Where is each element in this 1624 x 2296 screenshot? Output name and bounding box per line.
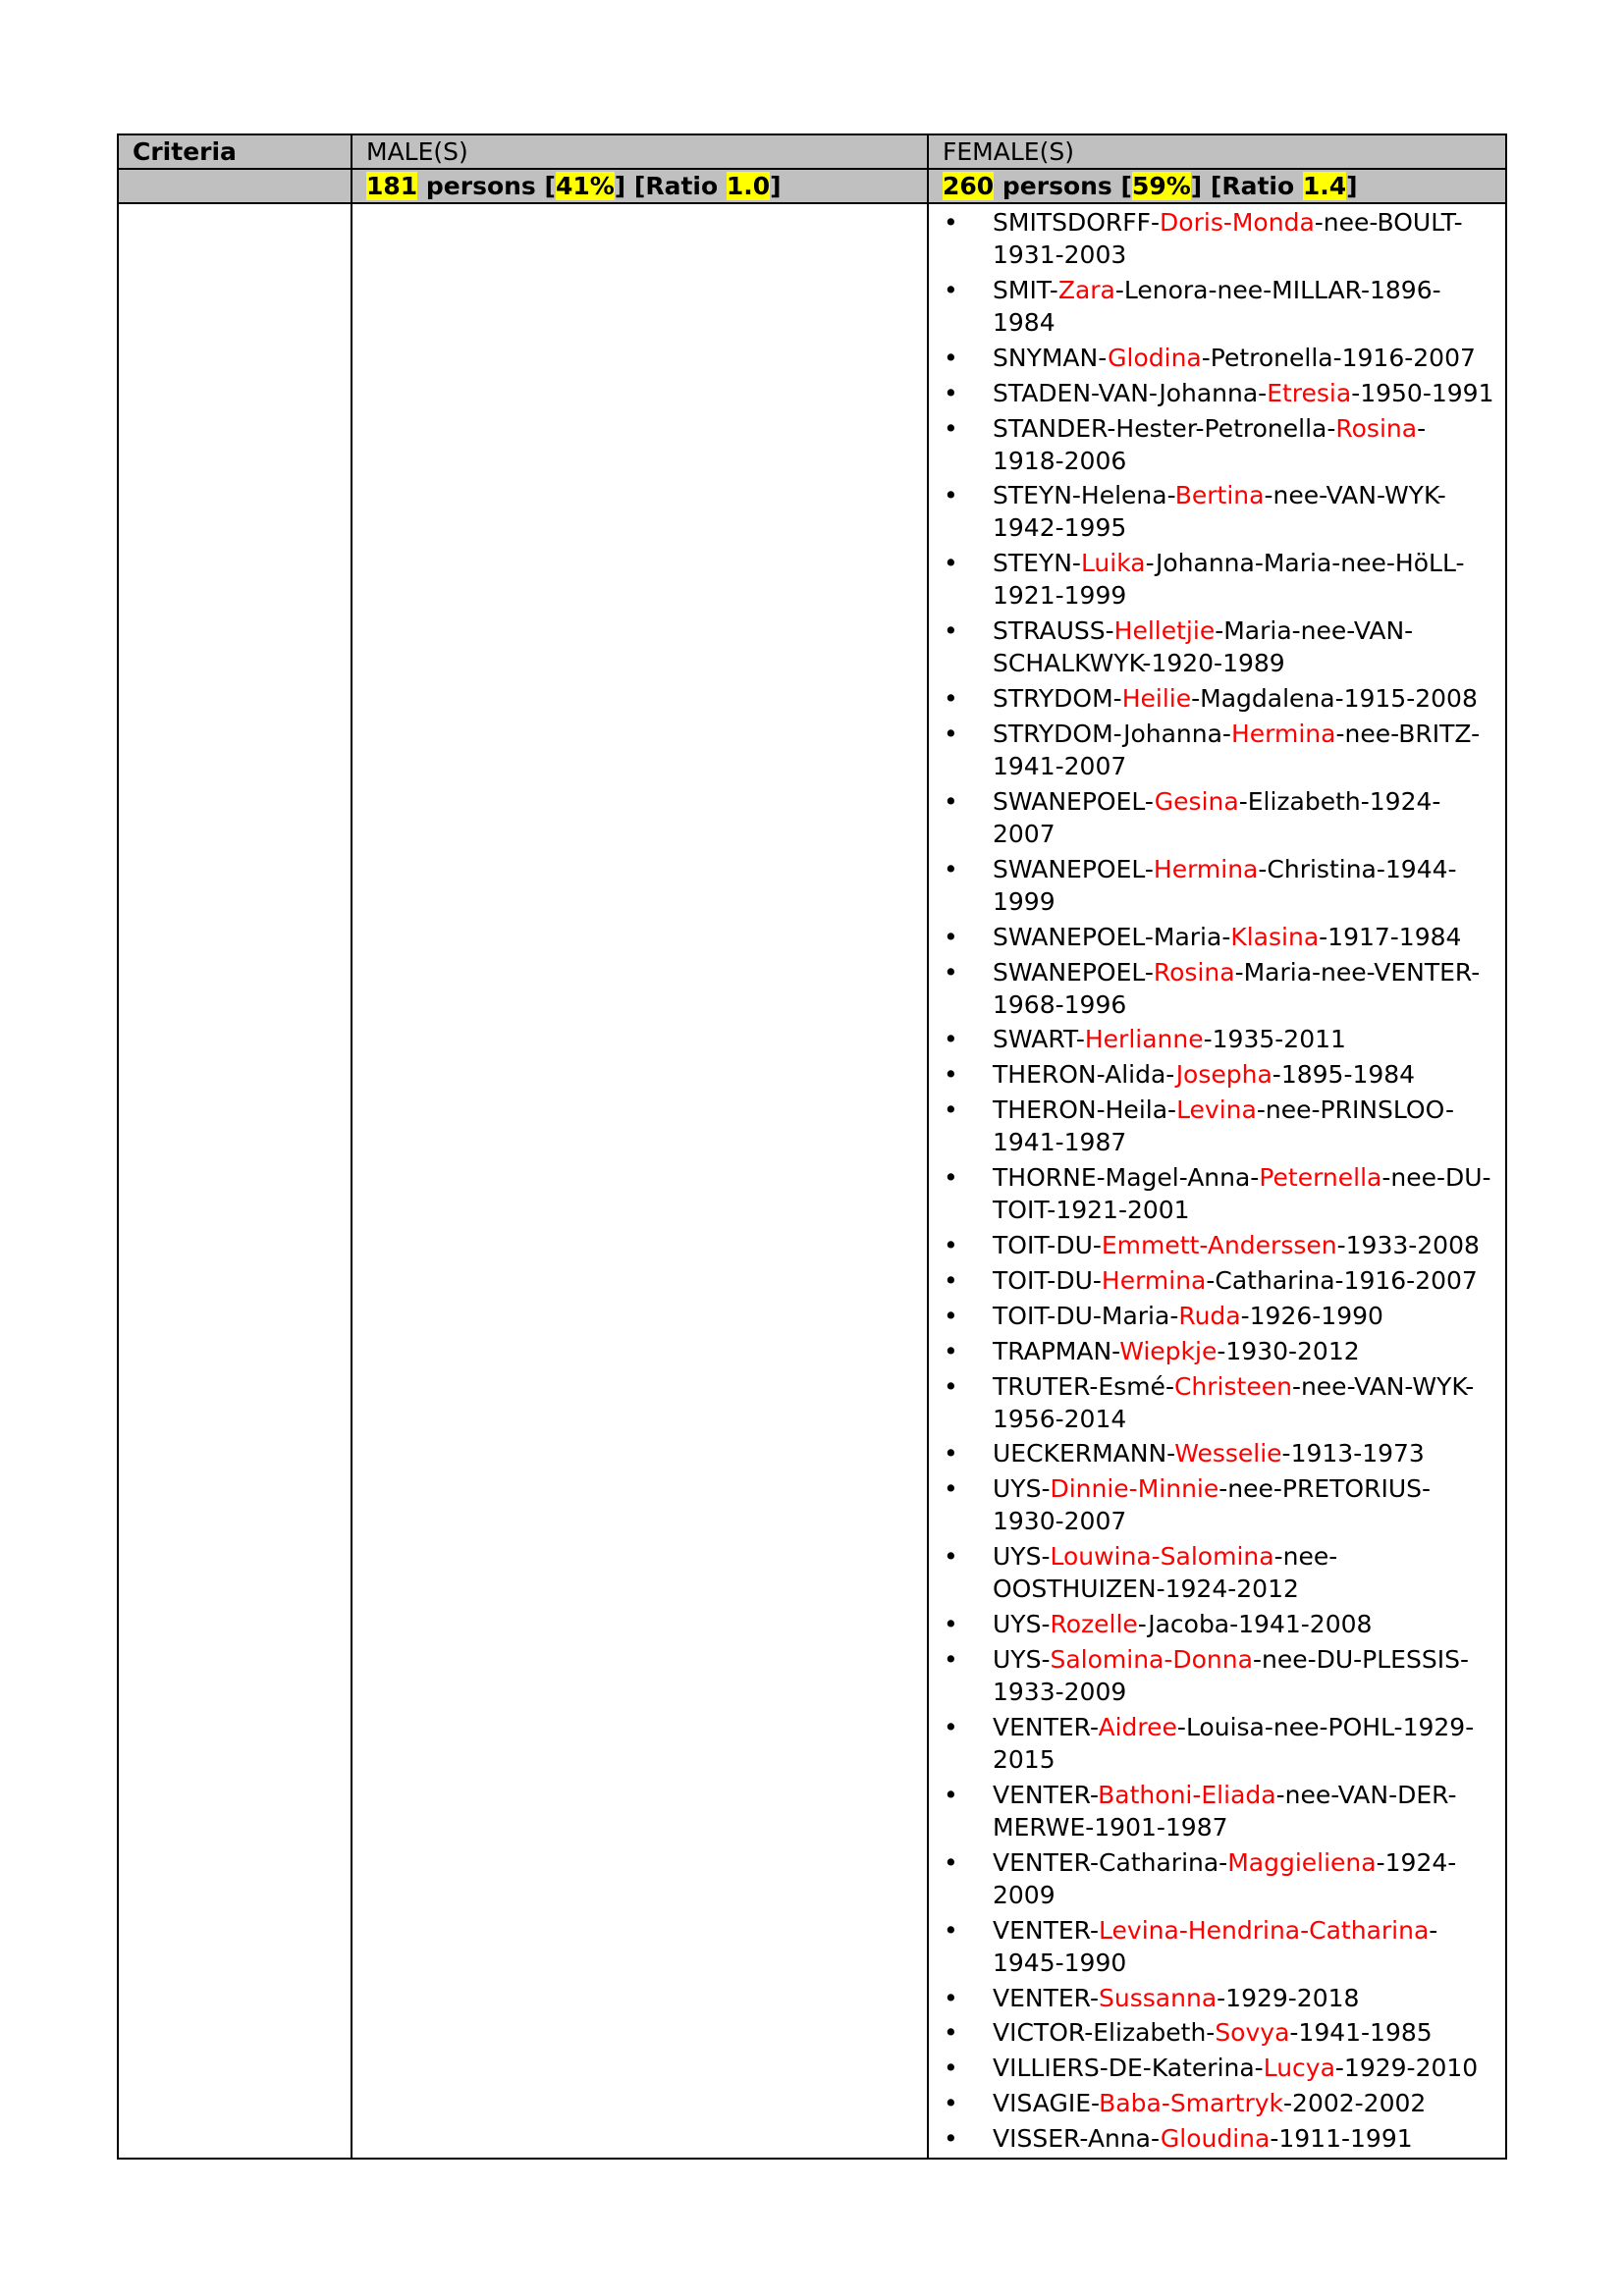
list-item [942, 1161, 1495, 1226]
given-name-highlight: Bertina [1174, 481, 1265, 510]
name-part: TOIT-DU-Maria- [993, 1301, 1179, 1330]
female-list-cell [928, 203, 1506, 2159]
name-part: -1918-2006 [993, 413, 1427, 475]
given-name-highlight: Salomina-Donna [1050, 1645, 1253, 1675]
given-name-highlight: Dinnie-Minnie [1050, 1474, 1219, 1504]
female-stats-end: ] [1346, 172, 1358, 200]
male-stats-end: ] [770, 172, 782, 200]
given-name-highlight: Zara [1057, 275, 1115, 304]
given-name-highlight: Levina [1176, 1095, 1257, 1125]
name-part: SWART- [993, 1025, 1085, 1054]
list-item [942, 1264, 1495, 1297]
list-item [942, 1914, 1495, 1979]
stats-row [118, 169, 1506, 203]
bullet-icon: • [944, 275, 958, 304]
name-part: -nee-BOULT-1931-2003 [993, 208, 1463, 269]
given-name-highlight: Peternella [1259, 1163, 1382, 1193]
given-name-highlight: Sussanna [1099, 1983, 1218, 2012]
list-item [942, 1023, 1495, 1055]
bullet-icon: • [944, 1301, 958, 1330]
list-item [942, 377, 1495, 409]
given-name-highlight: Louwina-Salomina [1050, 1542, 1274, 1572]
list-item [942, 956, 1495, 1021]
bullet-icon: • [944, 2089, 958, 2118]
name-part: -1941-1985 [1289, 2018, 1433, 2048]
bullet-icon: • [944, 1060, 958, 1090]
name-part: TOIT-DU- [993, 1231, 1102, 1260]
bullet-icon: • [944, 413, 958, 443]
criteria-header: Criteria [118, 134, 352, 169]
list-item [942, 342, 1495, 374]
name-part: -1911-1991 [1270, 2124, 1413, 2154]
name-part: -1930-2012 [1217, 1336, 1360, 1365]
list-item [942, 1094, 1495, 1158]
bullet-icon: • [944, 549, 958, 578]
bullet-icon: • [944, 1983, 958, 2012]
name-part: -nee-VAN-WYK-1956-2014 [993, 1371, 1475, 1433]
name-part: -1895-1984 [1272, 1060, 1416, 1090]
name-part: UECKERMANN- [993, 1439, 1175, 1468]
list-item [942, 853, 1495, 918]
name-part: -Petronella-1916-2007 [1201, 343, 1476, 372]
criteria-stats-cell [118, 169, 352, 203]
bullet-icon: • [944, 616, 958, 646]
given-name-highlight: Rosina [1153, 957, 1235, 987]
bullet-icon: • [944, 1712, 958, 1741]
name-part: -Christina-1944-1999 [993, 854, 1457, 916]
given-name-highlight: Klasina [1230, 922, 1320, 951]
name-part: SMITSDORFF- [993, 208, 1161, 237]
name-part: SWANEPOEL- [993, 854, 1154, 883]
female-percent: 59% [1131, 172, 1191, 200]
name-part: -Maria-nee-VENTER-1968-1996 [993, 957, 1481, 1019]
name-part: VICTOR-Elizabeth- [993, 2018, 1216, 2048]
bullet-icon: • [944, 1163, 958, 1193]
given-name-highlight: Luika [1080, 549, 1146, 578]
bullet-icon: • [944, 2124, 958, 2154]
bullet-icon: • [944, 1025, 958, 1054]
given-name-highlight: Levina-Hendrina-Catharina [1099, 1915, 1430, 1945]
given-name-highlight: Emmett-Anderssen [1101, 1231, 1337, 1260]
bullet-icon: • [944, 786, 958, 816]
name-part: VISAGIE- [993, 2089, 1100, 2118]
female-ratio-label: ] [Ratio [1190, 172, 1303, 200]
list-item [942, 718, 1495, 782]
name-part: STANDER-Hester-Petronella- [993, 413, 1336, 443]
name-part: -nee-OOSTHUIZEN-1924-2012 [993, 1542, 1338, 1604]
bullet-icon: • [944, 1371, 958, 1401]
female-stats [928, 169, 1506, 203]
list-item [942, 1229, 1495, 1261]
name-part: THORNE-Magel-Anna- [993, 1163, 1260, 1193]
name-part: -1935-2011 [1203, 1025, 1346, 1054]
body-row [118, 203, 1506, 2159]
given-name-highlight: Doris-Monda [1160, 208, 1315, 237]
list-item [942, 547, 1495, 612]
given-name-highlight: Rozelle [1050, 1610, 1138, 1639]
list-item [942, 2122, 1495, 2155]
given-name-highlight: Gesina [1154, 786, 1239, 816]
given-name-highlight: Ruda [1178, 1301, 1241, 1330]
list-item [942, 785, 1495, 850]
given-name-highlight: Aidree [1098, 1712, 1177, 1741]
name-part: STRAUSS- [993, 616, 1114, 646]
male-count-suffix: persons [ [417, 172, 556, 200]
list-item [942, 1335, 1495, 1367]
list-item [942, 614, 1495, 679]
list-item [942, 412, 1495, 477]
name-part: -nee-VAN-WYK-1942-1995 [993, 481, 1446, 543]
name-part: SWANEPOEL- [993, 957, 1154, 987]
list-item [942, 2016, 1495, 2049]
name-part: -2002-2002 [1283, 2089, 1427, 2118]
name-part: -nee-PRINSLOO-1941-1987 [993, 1095, 1454, 1157]
name-part: UYS- [993, 1645, 1051, 1675]
female-count-suffix: persons [ [994, 172, 1132, 200]
criteria-body-cell [118, 203, 352, 2159]
name-part: -Lenora-nee-MILLAR-1896-1984 [993, 275, 1441, 337]
name-part: TOIT-DU- [993, 1265, 1102, 1295]
bullet-icon: • [944, 1542, 958, 1572]
name-part: STRYDOM- [993, 684, 1122, 714]
bullet-icon: • [944, 720, 958, 749]
list-item [942, 1711, 1495, 1776]
name-part: -1933-2008 [1336, 1231, 1480, 1260]
given-name-highlight: Josepha [1175, 1060, 1272, 1090]
name-part: VENTER- [993, 1712, 1099, 1741]
name-part: -Magdalena-1915-2008 [1191, 684, 1478, 714]
list-item [942, 206, 1495, 271]
name-part: -1924-2009 [993, 1847, 1457, 1909]
bullet-icon: • [944, 378, 958, 407]
name-part: THERON-Heila- [993, 1095, 1177, 1125]
bullet-icon: • [944, 1336, 958, 1365]
name-part: VENTER- [993, 1983, 1100, 2012]
male-ratio: 1.0 [726, 172, 771, 200]
bullet-icon: • [944, 1095, 958, 1125]
name-part: -1929-2018 [1217, 1983, 1360, 2012]
name-part: -Maria-nee-VAN-SCHALKWYK-1920-1989 [993, 616, 1414, 678]
bullet-icon: • [944, 1915, 958, 1945]
given-name-highlight: Hermina [1153, 854, 1259, 883]
list-item [942, 1300, 1495, 1332]
given-name-highlight: Sovya [1215, 2018, 1290, 2048]
name-part: STADEN-VAN-Johanna- [993, 378, 1268, 407]
bullet-icon: • [944, 1645, 958, 1675]
given-name-highlight: Hermina [1101, 1265, 1207, 1295]
name-part: -nee-BRITZ-1941-2007 [993, 720, 1481, 781]
name-part: -nee-VAN-DER-MERWE-1901-1987 [993, 1780, 1457, 1842]
list-item [942, 1437, 1495, 1469]
list-item [942, 1370, 1495, 1435]
male-percent: 41% [555, 172, 615, 200]
female-person-list [929, 204, 1505, 2155]
bullet-icon: • [944, 2018, 958, 2048]
name-part: TRUTER-Esmé- [993, 1371, 1174, 1401]
given-name-highlight: Hermina [1230, 720, 1336, 749]
name-part: -1950-1991 [1351, 378, 1494, 407]
name-part: SMIT- [993, 275, 1058, 304]
list-item [942, 1846, 1495, 1911]
list-item [942, 1982, 1495, 2014]
given-name-highlight: Baba-Smartryk [1099, 2089, 1284, 2118]
female-ratio: 1.4 [1302, 172, 1347, 200]
bullet-icon: • [944, 922, 958, 951]
name-part: -nee-DU-PLESSIS-1933-2009 [993, 1645, 1469, 1707]
male-stats [352, 169, 928, 203]
bullet-icon: • [944, 1231, 958, 1260]
male-header: MALE(S) [352, 134, 928, 169]
list-item [942, 1058, 1495, 1091]
bullet-icon: • [944, 343, 958, 372]
persons-table [117, 133, 1507, 2160]
name-part: -1917-1984 [1319, 922, 1462, 951]
name-part: VENTER-Catharina- [993, 1847, 1228, 1877]
name-part: -Louisa-nee-POHL-1929-2015 [993, 1712, 1475, 1774]
list-item [942, 1608, 1495, 1640]
name-part: VENTER- [993, 1780, 1099, 1809]
given-name-highlight: Lucya [1263, 2054, 1335, 2083]
name-part: -Johanna-Maria-nee-HöLL-1921-1999 [993, 549, 1465, 611]
list-item [942, 1779, 1495, 1843]
given-name-highlight: Wiepkje [1119, 1336, 1218, 1365]
list-item [942, 1643, 1495, 1708]
bullet-icon: • [944, 1847, 958, 1877]
given-name-highlight: Helletjie [1113, 616, 1216, 646]
name-part: SWANEPOEL-Maria- [993, 922, 1231, 951]
name-part: -1913-1973 [1281, 1439, 1425, 1468]
given-name-highlight: Glodina [1108, 343, 1202, 372]
name-part: UYS- [993, 1542, 1051, 1572]
bullet-icon: • [944, 1439, 958, 1468]
name-part: THERON-Alida- [993, 1060, 1176, 1090]
given-name-highlight: Christeen [1173, 1371, 1292, 1401]
list-item [942, 2087, 1495, 2119]
given-name-highlight: Heilie [1121, 684, 1192, 714]
given-name-highlight: Bathoni-Eliada [1098, 1780, 1276, 1809]
list-item [942, 274, 1495, 339]
given-name-highlight: Maggieliena [1227, 1847, 1377, 1877]
name-part: VISSER-Anna- [993, 2124, 1161, 2154]
name-part: UYS- [993, 1610, 1051, 1639]
name-part: -Elizabeth-1924-2007 [993, 786, 1441, 848]
bullet-icon: • [944, 957, 958, 987]
female-header: FEMALE(S) [928, 134, 1506, 169]
name-part: VILLIERS-DE-Katerina- [993, 2054, 1264, 2083]
name-part: TRAPMAN- [993, 1336, 1120, 1365]
name-part: -1945-1990 [993, 1915, 1438, 1977]
male-count: 181 [366, 172, 418, 200]
list-item [942, 2052, 1495, 2084]
bullet-icon: • [944, 1610, 958, 1639]
given-name-highlight: Gloudina [1160, 2124, 1271, 2154]
name-part: SNYMAN- [993, 343, 1109, 372]
bullet-icon: • [944, 1780, 958, 1809]
name-part: -nee-DU-TOIT-1921-2001 [993, 1163, 1491, 1225]
header-row [118, 134, 1506, 169]
female-count: 260 [943, 172, 995, 200]
bullet-icon: • [944, 1474, 958, 1504]
given-name-highlight: Etresia [1267, 378, 1352, 407]
name-part: STEYN-Helena- [993, 481, 1175, 510]
list-item [942, 921, 1495, 953]
name-part: -nee-PRETORIUS-1930-2007 [993, 1474, 1432, 1536]
list-item [942, 479, 1495, 544]
list-item [942, 1472, 1495, 1537]
given-name-highlight: Rosina [1335, 413, 1418, 443]
name-part: SWANEPOEL- [993, 786, 1155, 816]
bullet-icon: • [944, 2054, 958, 2083]
name-part: -Jacoba-1941-2008 [1137, 1610, 1373, 1639]
bullet-icon: • [944, 481, 958, 510]
male-list-cell [352, 203, 928, 2159]
name-part: STRYDOM-Johanna- [993, 720, 1231, 749]
bullet-icon: • [944, 1265, 958, 1295]
bullet-icon: • [944, 854, 958, 883]
name-part: UYS- [993, 1474, 1051, 1504]
given-name-highlight: Herlianne [1084, 1025, 1204, 1054]
list-item [942, 1540, 1495, 1605]
bullet-icon: • [944, 208, 958, 237]
name-part: VENTER- [993, 1915, 1100, 1945]
bullet-icon: • [944, 684, 958, 714]
list-item [942, 682, 1495, 715]
name-part: -1926-1990 [1240, 1301, 1383, 1330]
name-part: -Catharina-1916-2007 [1206, 1265, 1478, 1295]
name-part: -1929-2010 [1334, 2054, 1479, 2083]
given-name-highlight: Wesselie [1174, 1439, 1282, 1468]
male-ratio-label: ] [Ratio [614, 172, 727, 200]
name-part: STEYN- [993, 549, 1081, 578]
